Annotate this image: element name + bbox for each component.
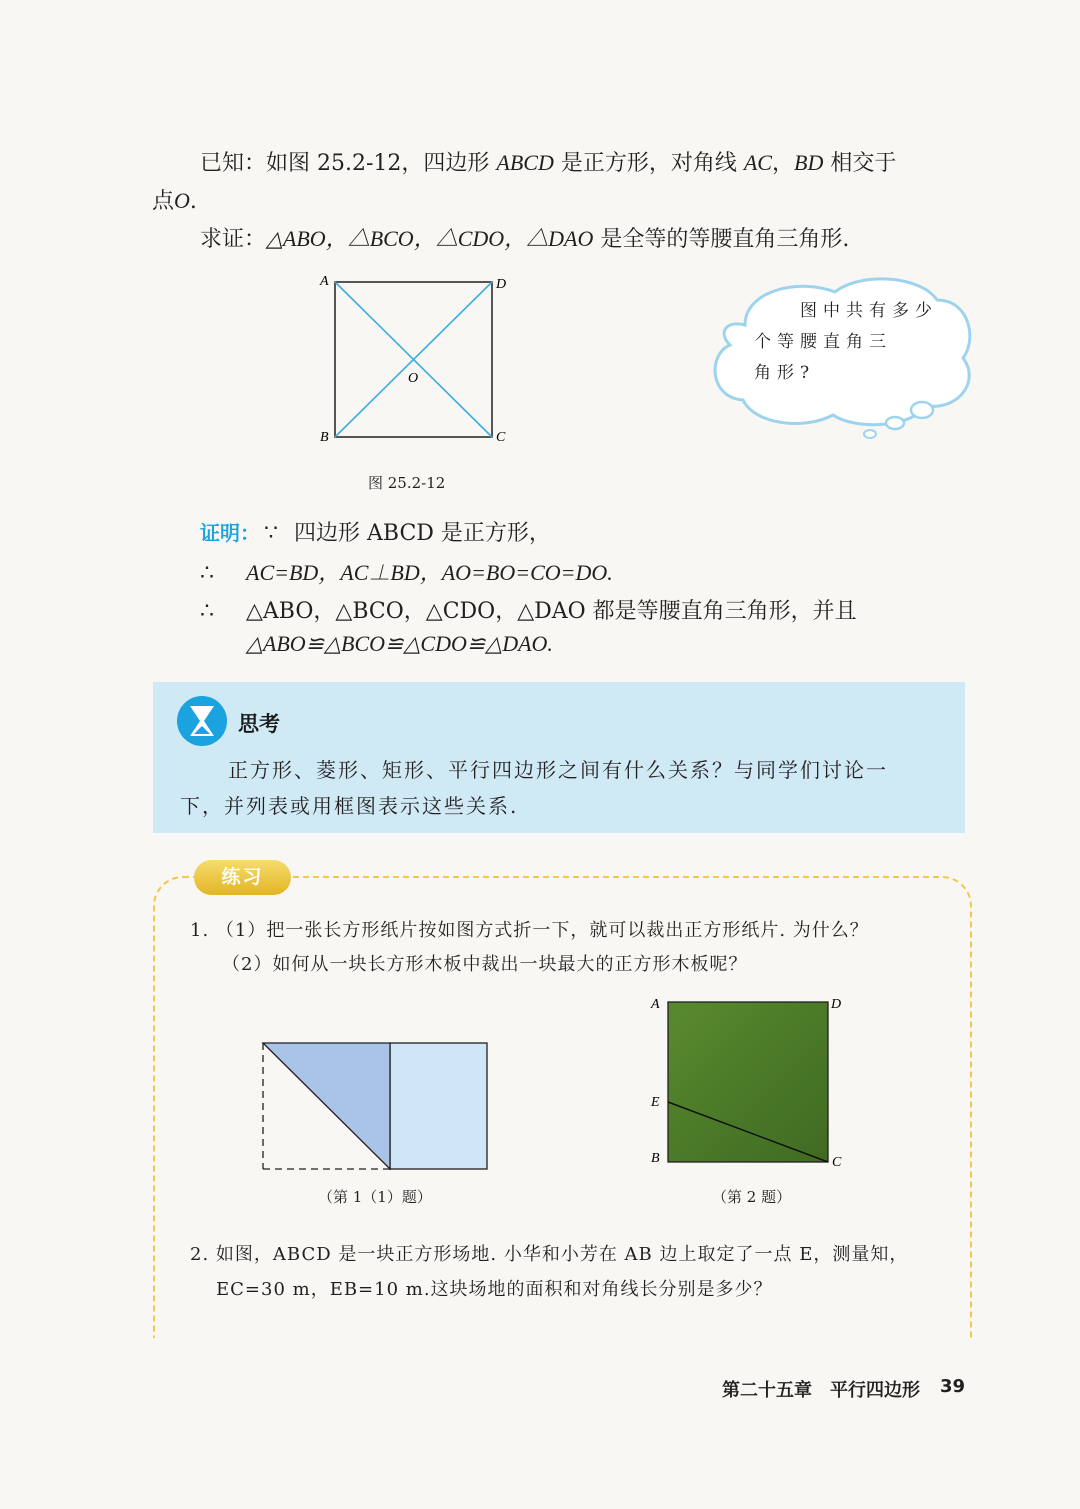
label-c: C <box>496 430 506 445</box>
practice-badge: 练习 <box>194 860 291 895</box>
hourglass-icon <box>176 695 228 747</box>
think-title: 思考 <box>238 712 280 736</box>
field-label-b: B <box>651 1151 660 1166</box>
proof-line-3: ∴ △ABO，△BCO，△CDO，△DAO 都是等腰直角三角形，并且 <box>200 599 857 624</box>
label-b: B <box>320 430 329 445</box>
therefore-symbol: ∴ <box>200 599 214 624</box>
label-d: D <box>496 277 507 292</box>
exercise-2-line-1: 2. 如图，ABCD 是一块正方形场地. 小华和小芳在 AB 边上取定了一点 E，测量知， <box>190 1244 909 1265</box>
label-a: A <box>320 274 329 289</box>
cloud-line-2: 个等腰直角三 <box>754 332 892 352</box>
cloud-line-3: 角形? <box>754 363 816 383</box>
cloud-bubble-1 <box>911 402 933 418</box>
field-label-d: D <box>831 997 842 1012</box>
given-line-2: 点O. <box>152 188 197 214</box>
proof-label: 证明： <box>200 521 260 545</box>
cloud-bubble-3 <box>864 430 876 438</box>
chapter-title: 第二十五章 平行四边形 <box>722 1380 920 1401</box>
folded-triangle <box>263 1043 390 1169</box>
field-label-a: A <box>651 997 660 1012</box>
therefore-symbol: ∴ <box>200 561 214 586</box>
figure-caption: 图 25.2-12 <box>368 474 446 492</box>
square-field-figure <box>645 990 860 1175</box>
think-line-2: 下，并列表或用框图表示这些关系. <box>180 794 519 818</box>
square-figure <box>310 270 530 450</box>
because-symbol: ∵ <box>264 521 278 546</box>
think-line-1: 正方形、菱形、矩形、平行四边形之间有什么关系？与同学们讨论一 <box>228 758 888 782</box>
grass-field <box>668 1002 828 1162</box>
field-label-e: E <box>651 1095 660 1110</box>
figure-1-caption: （第 1（1）题） <box>318 1188 432 1206</box>
exercise-1-part-2: （2）如何从一块长方形木板中裁出一块最大的正方形木板呢？ <box>222 954 748 975</box>
figure-2-caption: （第 2 题） <box>712 1188 792 1206</box>
folded-paper-figure <box>255 1035 495 1175</box>
label-o: O <box>408 371 419 386</box>
given-line-1: 已知：如图 25.2-12，四边形 ABCD 是正方形，对角线 AC，BD 相交于 <box>200 150 897 176</box>
exercise-1-part-1: 1. （1）把一张长方形纸片按如图方式折一下，就可以裁出正方形纸片. 为什么？ <box>190 920 869 941</box>
cloud-bubble-2 <box>886 417 904 429</box>
cloud-line-1: 图中共有多少 <box>800 301 938 321</box>
prove-statement: 求证：△ABO，△BCO，△CDO，△DAO 是全等的等腰直角三角形. <box>200 226 850 252</box>
exercise-2-line-2: EC=30 m，EB=10 m.这块场地的面积和对角线长分别是多少？ <box>216 1279 773 1300</box>
proof-line-4: △ABO≌△BCO≌△CDO≌△DAO. <box>246 631 553 656</box>
page-number: 39 <box>940 1376 966 1397</box>
remaining-strip <box>390 1043 487 1169</box>
field-label-c: C <box>832 1155 842 1170</box>
proof-line-1: 证明： ∵ 四边形 ABCD 是正方形， <box>200 521 551 546</box>
proof-line-2: ∴ AC=BD，AC⊥BD，AO=BO=CO=DO. <box>200 560 613 586</box>
cloud-text <box>754 296 944 389</box>
